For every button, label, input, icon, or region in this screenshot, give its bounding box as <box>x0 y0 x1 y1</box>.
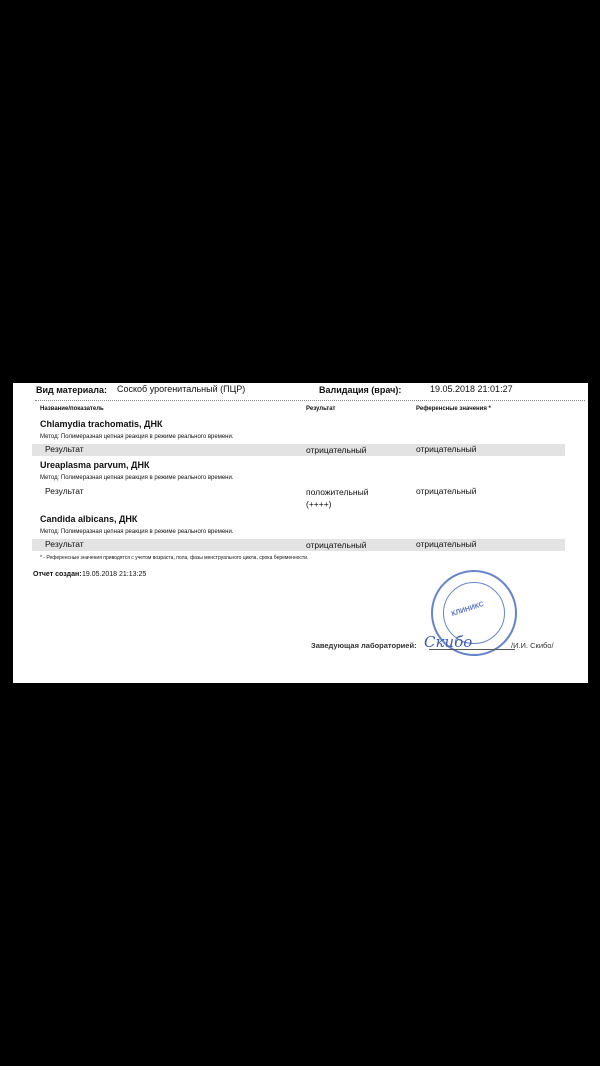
validation-value: 19.05.2018 21:01:27 <box>430 384 513 394</box>
result-row-bg <box>32 539 565 551</box>
signature-name: /И.И. Скибо/ <box>511 641 554 650</box>
result-label: Результат <box>45 539 84 549</box>
report-created-value: 19.05.2018 21:13:25 <box>82 571 147 578</box>
report-created-label: Отчет создан: <box>33 571 82 578</box>
result-value: отрицательный <box>306 540 367 550</box>
divider <box>35 400 585 401</box>
signature-handwriting: Скибо <box>424 633 473 651</box>
lab-report-page <box>13 383 588 683</box>
test-name: Candida albicans, ДНК <box>40 514 138 524</box>
signature-line <box>429 649 515 650</box>
result-row-bg <box>32 444 565 456</box>
result-extra: (++++) <box>306 499 332 509</box>
reference-value: отрицательный <box>416 486 477 496</box>
column-result: Результат <box>306 406 336 412</box>
signature-label: Заведующая лабораторией: <box>311 641 417 650</box>
material-value: Соскоб урогенитальный (ПЦР) <box>117 384 246 394</box>
test-method: Метод: Полимеразная цепная реакция в режиме реального времени. <box>40 529 234 535</box>
validation-label: Валидация (врач): <box>319 385 402 395</box>
test-method: Метод: Полимеразная цепная реакция в режиме реального времени. <box>40 475 234 481</box>
reference-value: отрицательный <box>416 444 477 454</box>
footnote: * - Референсные значения приводятся с учетом возраста, пола, фазы менструального цикла, срока беременности. <box>40 555 309 561</box>
test-method: Метод: Полимеразная цепная реакция в режиме реального времени. <box>40 434 234 440</box>
result-label: Результат <box>45 444 84 454</box>
test-name: Ureaplasma parvum, ДНК <box>40 460 150 470</box>
column-name: Название/показатель <box>40 406 104 412</box>
test-name: Chlamydia trachomatis, ДНК <box>40 419 163 429</box>
result-value: положительный <box>306 487 369 497</box>
result-label: Результат <box>45 486 84 496</box>
stamp: КЛИНИКС <box>431 570 517 656</box>
column-reference: Референсные значения * <box>416 406 491 412</box>
reference-value: отрицательный <box>416 539 477 549</box>
result-value: отрицательный <box>306 445 367 455</box>
material-label: Вид материала: <box>36 385 107 395</box>
